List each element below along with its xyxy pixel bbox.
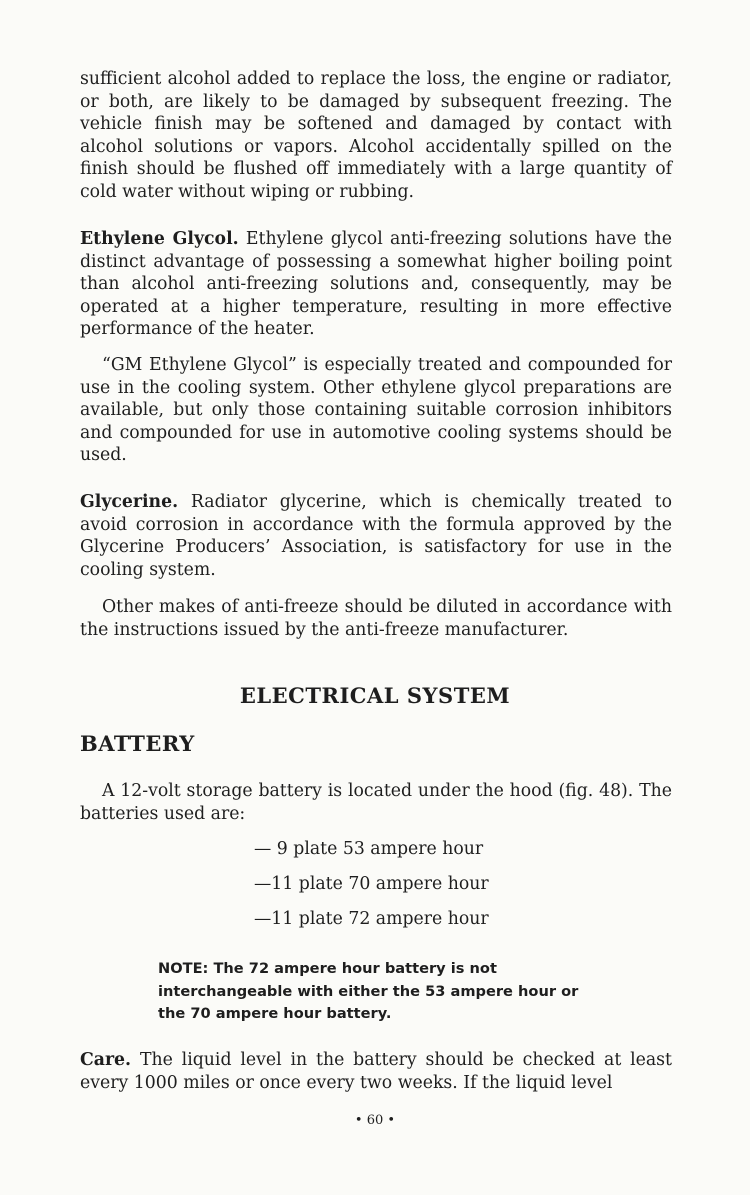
- battery-heading: BATTERY: [80, 731, 195, 756]
- battery-note: NOTE: The 72 ampere hour battery is not interchangeable with either the 53 ampere hour or the 70 ampere hour battery.: [158, 960, 579, 1022]
- section-title: ELECTRICAL SYSTEM: [239, 683, 511, 708]
- care-text: The liquid level in the battery should be checked at least every 1000 miles or once every two weeks. If the liquid level: [80, 1050, 672, 1093]
- ethylene-glycol-paragraph: [80, 228, 672, 341]
- gm-ethylene-glycol-paragraph: “GM Ethylene Glycol” is especially treated and compounded for use in the cooling system. Other ethylene glycol preparations are available, but only those containing suitable corrosion inhibitors and compounded for use in automotive cooling systems should be used.: [80, 355, 672, 465]
- glycerine-text: Radiator glycerine, which is chemically treated to avoid corrosion in accordance with the formula approved by the Glycerine Producers’ Association, is satisfactory for use in the cooling system.: [80, 492, 672, 580]
- care-paragraph: [80, 1049, 672, 1094]
- care-heading: Care.: [80, 1050, 132, 1070]
- glycerine-heading: Glycerine.: [80, 492, 179, 512]
- battery-types-list: [254, 836, 489, 941]
- battery-type-item: — 9 plate 53 ampere hour: [254, 839, 484, 859]
- glycerine-paragraph: [80, 491, 672, 581]
- alcohol-paragraph: sufficient alcohol added to replace the loss, the engine or radiator, or both, are likely to be damaged by subsequent freezing. The vehicle finish may be softened and damaged by contact with alcohol solutions or vapors. Alcohol accidentally spilled on the finish should be flushed off immediately with a large quantity of cold water without wiping or rubbing.: [80, 69, 672, 202]
- battery-type-item: —11 plate 72 ampere hour: [254, 909, 489, 929]
- battery-type-item: —11 plate 70 ampere hour: [254, 874, 489, 894]
- ethylene-glycol-heading: Ethylene Glycol.: [80, 229, 239, 249]
- battery-intro: A 12-volt storage battery is located under the hood (fig. 48). The batteries used are:: [80, 781, 672, 824]
- ethylene-glycol-text: Ethylene glycol anti-freezing solutions have the distinct advantage of possessing a somewhat higher boiling point than alcohol anti-freezing solutions and, consequently, may be operated at a higher temperature, resulting in more effective performance of the heater.: [80, 229, 672, 339]
- other-makes-paragraph: Other makes of anti-freeze should be diluted in accordance with the instructions issued by the anti-freeze manufacturer.: [80, 597, 672, 640]
- page-number: • 60 •: [354, 1113, 396, 1128]
